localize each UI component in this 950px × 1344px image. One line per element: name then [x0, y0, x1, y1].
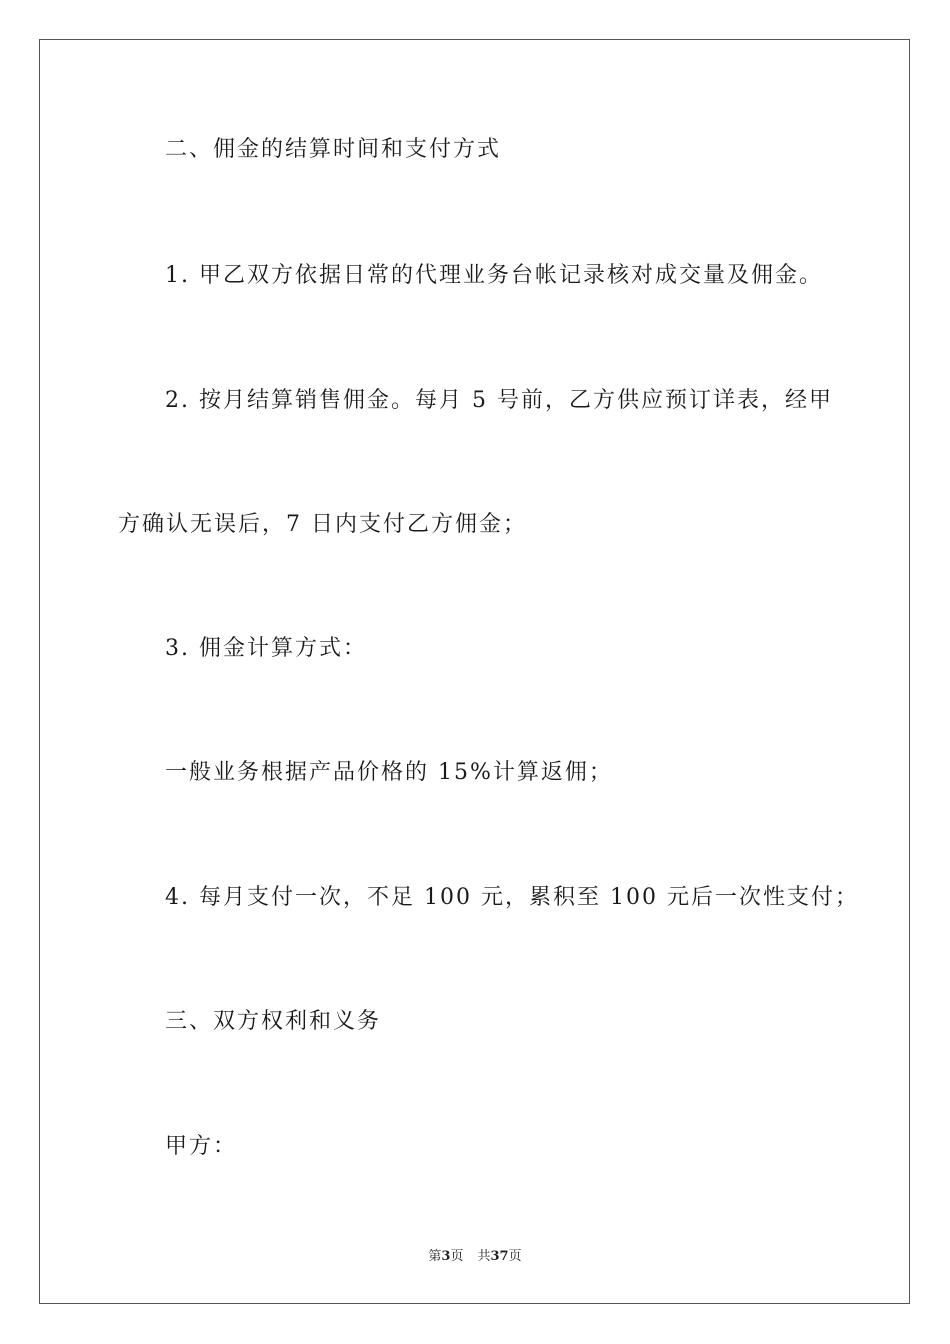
- footer-page-prefix: 第: [428, 1249, 442, 1264]
- paragraph-item-4: 4. 每月支付一次，不足 100 元，累积至 100 元后一次性支付；: [165, 885, 859, 910]
- paragraph-item-2-continued: 方确认无误后，7 日内支付乙方佣金；: [118, 512, 527, 537]
- footer-page-suffix: 页: [450, 1249, 464, 1264]
- footer-total-pages: 37: [490, 1249, 509, 1264]
- party-a-label: 甲方：: [165, 1134, 238, 1159]
- paragraph-item-1: 1. 甲乙双方依据日常的代理业务台帐记录核对成交量及佣金。: [165, 263, 823, 288]
- paragraph-item-2: 2. 按月结算销售佣金。每月 5 号前，乙方供应预订详表，经甲: [165, 388, 833, 413]
- section-heading-commission-settlement: 二、佣金的结算时间和支付方式: [165, 137, 502, 162]
- paragraph-item-3: 3. 佣金计算方式：: [165, 636, 367, 661]
- section-heading-rights-obligations: 三、双方权利和义务: [165, 1009, 382, 1034]
- footer-total-suffix: 页: [508, 1249, 522, 1264]
- footer-total-prefix: 共: [477, 1249, 491, 1264]
- paragraph-commission-rate: 一般业务根据产品价格的 15%计算返佣；: [165, 760, 613, 785]
- page-footer: [0, 1248, 950, 1266]
- page-border: [39, 39, 910, 1304]
- footer-page-number: 3: [441, 1249, 451, 1264]
